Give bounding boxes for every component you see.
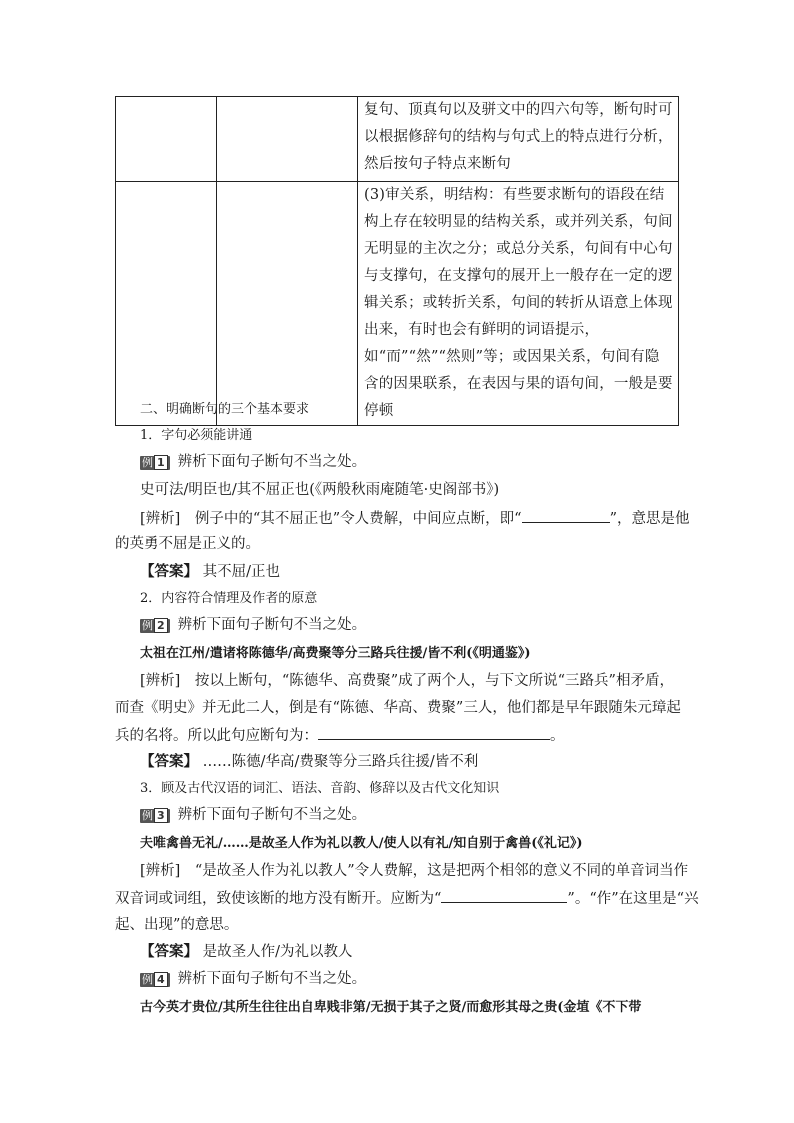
example-sentence: 夫唯禽兽无礼/……是故圣人作为礼以教人/使人以有礼/知自别于禽兽(《礼记》) xyxy=(140,836,583,851)
example-badge-label: 例 xyxy=(142,973,153,986)
example-prompt: 辨析下面句子断句不当之处。 xyxy=(177,971,367,987)
table-row xyxy=(116,97,679,182)
example-sentence: 史可法/明臣也/其不屈正也(《两般秋雨庵随笔·史阁部书》) xyxy=(140,482,500,498)
answer-label: 【答案】 xyxy=(140,943,198,960)
example-badge-label: 例 xyxy=(142,619,153,632)
answer-line xyxy=(140,562,706,582)
analysis-line: [辨析] “是故圣人作为礼以教人”令人费解，这是把两个相邻的意义不同的单音词当作 xyxy=(140,863,689,879)
analysis-line xyxy=(115,725,681,746)
example-sentence: 太祖在江州/遣诸将陈德华/高费聚等分三路兵往援/皆不利(《明通鉴》) xyxy=(140,646,531,661)
analysis-line xyxy=(140,508,706,529)
example-line xyxy=(140,615,706,635)
example-badge xyxy=(140,809,170,823)
answer-label: 【答案】 xyxy=(140,753,198,770)
analysis-line xyxy=(115,888,699,909)
example-sentence: 古今英才贵位/其所生往往出自卑贱非第/无损于其子之贤/而愈形其母之贵(金埴《不下带 xyxy=(140,1000,642,1015)
example-badge xyxy=(140,456,170,470)
example-number: 2 xyxy=(154,618,168,633)
answer-text: 其不屈/正也 xyxy=(202,564,280,580)
example-badge-label: 例 xyxy=(142,456,153,469)
analysis-text: 兵的名将。所以此句应断句为： xyxy=(115,728,318,744)
fill-blank xyxy=(318,725,550,740)
analysis-line: 起、出现”的意思。 xyxy=(115,917,239,933)
analysis-text: 双音词或词组，致使该断的地方没有断开。应断为“ xyxy=(115,891,442,907)
example-prompt: 辨析下面句子断句不当之处。 xyxy=(177,454,367,470)
table-cell-empty xyxy=(116,97,217,182)
table-cell-empty xyxy=(217,97,358,182)
table-cell-empty xyxy=(116,182,217,426)
answer-label: 【答案】 xyxy=(140,563,198,580)
analysis-line: [辨析] 按以上断句，“陈德华、高费聚”成了两个人，与下文所说“三路兵”相矛盾， xyxy=(140,673,674,689)
section-heading: 二、明确断句的三个基本要求 xyxy=(140,402,310,417)
table-cell xyxy=(358,182,679,426)
example-badge xyxy=(140,619,170,633)
analysis-line: 而查《明史》并无此二人，倒是有“陈德、华高、费聚”三人，他们都是早年跟随朱元璋起 xyxy=(115,700,681,716)
example-badge-label: 例 xyxy=(142,809,153,822)
method-table xyxy=(115,96,679,426)
analysis-text: ”，意思是他 xyxy=(609,511,690,527)
table-cell-empty xyxy=(217,182,358,426)
example-line xyxy=(140,969,706,989)
table-row xyxy=(116,182,679,426)
requirement-title: 2．内容符合情理及作者的原意 xyxy=(140,591,318,606)
answer-line xyxy=(140,752,706,772)
example-number: 3 xyxy=(154,808,168,823)
fill-blank xyxy=(522,508,610,523)
example-number: 4 xyxy=(154,972,168,987)
answer-text: ……陈德/华高/费聚等分三路兵往援/皆不利 xyxy=(202,754,479,770)
table-cell-text: (3)审关系，明结构：有些要求断句的语段在结构上存在较明显的结构关系，或并列关系，句间无明显的主次之分；或总分关系，句间有中心句与支撑句，在支撑句的展开上一般存在一定的逻辑关系；或转折关系，句间的转折从语意上体现出来，有时也会有鲜明的词语提示，如“而”“然”“然则”等；或因果关系，句间有隐含的因果联系，在表因与果的语句间，一般是要停顿 xyxy=(364,187,673,419)
requirement-title: 1．字句必须能讲通 xyxy=(140,428,253,443)
example-line xyxy=(140,805,706,825)
example-prompt: 辨析下面句子断句不当之处。 xyxy=(177,807,367,823)
example-prompt: 辨析下面句子断句不当之处。 xyxy=(177,617,367,633)
example-badge xyxy=(140,973,170,987)
analysis-text: 。 xyxy=(550,728,565,744)
fill-blank xyxy=(441,888,567,903)
requirement-title: 3．顾及古代汉语的词汇、语法、音韵、修辞以及古代文化知识 xyxy=(140,781,500,796)
analysis-text: ”。“作”在这里是“兴 xyxy=(567,891,699,907)
example-number: 1 xyxy=(154,455,168,470)
table-cell xyxy=(358,97,679,182)
answer-text: 是故圣人作/为礼以教人 xyxy=(202,944,353,960)
analysis-text: [辨析] 例子中的“其不屈正也”令人费解，中间应点断，即“ xyxy=(140,511,522,527)
analysis-line: 的英勇不屈是正义的。 xyxy=(115,536,260,552)
table-cell-text: 复句、顶真句以及骈文中的四六句等，断句时可以根据修辞句的结构与句式上的特点进行分析，然后按句子特点来断句 xyxy=(364,102,673,172)
answer-line xyxy=(140,942,706,962)
example-line xyxy=(140,452,706,472)
